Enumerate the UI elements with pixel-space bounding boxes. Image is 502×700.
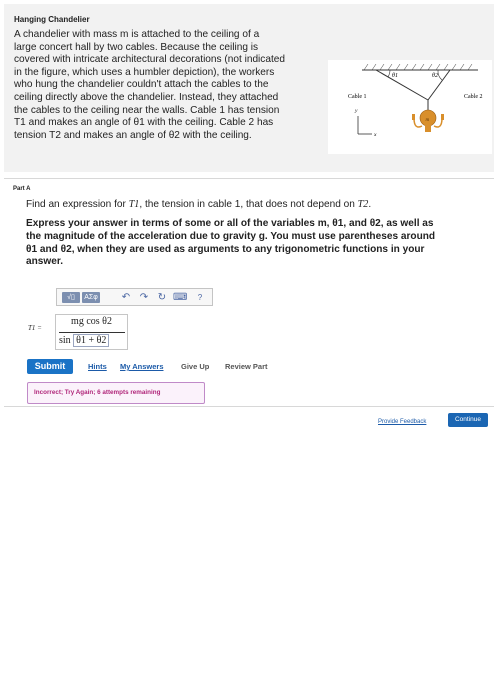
question-text bbox=[26, 199, 488, 212]
problem-line: in the figure, which uses a humbler depiction), the workers bbox=[14, 66, 275, 78]
cable-1-label: Cable 1 bbox=[348, 94, 367, 100]
answer-input[interactable] bbox=[55, 314, 128, 350]
keyboard-icon[interactable]: ⌨ bbox=[173, 292, 188, 303]
problem-text bbox=[14, 29, 324, 142]
question-end: . bbox=[368, 199, 372, 210]
x-axis-label: x bbox=[374, 132, 377, 138]
theta1-label: θ1 bbox=[392, 73, 398, 79]
answer-instructions bbox=[26, 218, 488, 269]
formula-denominator bbox=[59, 334, 125, 347]
answer-label bbox=[28, 324, 42, 332]
question-var2: T2 bbox=[357, 199, 369, 210]
chandelier-icon bbox=[412, 110, 444, 132]
problem-line: A chandelier with mass m is attached to the ceiling of a bbox=[14, 29, 260, 40]
problem-line: large concert hall by two cables. Because the ceiling is bbox=[14, 41, 259, 53]
instruction-line: Express your answer in terms of some or all of the variables m, θ1, and θ2, as well as bbox=[26, 218, 434, 229]
review-part-link[interactable]: Review Part bbox=[225, 362, 268, 371]
templates-button[interactable]: √▯ bbox=[62, 292, 80, 303]
cable-2-label: Cable 2 bbox=[464, 94, 483, 100]
continue-button[interactable]: Continue bbox=[448, 413, 488, 427]
submit-button[interactable]: Submit bbox=[27, 359, 73, 374]
divider bbox=[4, 178, 494, 179]
hints-link[interactable]: Hints bbox=[88, 362, 107, 371]
chandelier-mass-label: m bbox=[425, 118, 430, 123]
problem-line: tension T2 and makes an angle of θ2 with the ceiling. bbox=[14, 129, 252, 141]
problem-line: T1 and makes an angle of θ1 with the ceiling. Cable 2 has bbox=[14, 117, 274, 129]
problem-line: the cables to the ceiling near the walls. Cable 1 has tension bbox=[14, 104, 280, 116]
question-mid: , the tension in cable 1, that does not depend on bbox=[139, 199, 358, 210]
instruction-line: θ1 and θ2, when they are used as arguments to any trigonometric functions in your bbox=[26, 243, 425, 255]
denominator-function: sin bbox=[59, 335, 71, 346]
give-up-link[interactable]: Give Up bbox=[181, 362, 210, 371]
answer-label-text: T1 = bbox=[28, 324, 42, 332]
reset-icon[interactable]: ↻ bbox=[157, 292, 167, 303]
feedback-text: Incorrect; Try Again; 6 attempts remaining bbox=[34, 389, 161, 396]
divider bbox=[4, 406, 494, 407]
instruction-line: the magnitude of the acceleration due to gravity g. You must use parentheses around bbox=[26, 230, 436, 242]
theta2-label: θ2 bbox=[432, 73, 438, 79]
redo-icon[interactable]: ↷ bbox=[139, 292, 149, 303]
part-label: Part A bbox=[13, 186, 31, 192]
instruction-line: answer. bbox=[26, 256, 64, 268]
question-pre: Find an expression for bbox=[26, 199, 129, 210]
undo-icon[interactable]: ↶ bbox=[121, 292, 131, 303]
cable-1-line bbox=[376, 70, 428, 100]
theta1-arc bbox=[388, 70, 390, 77]
theta2-arc bbox=[438, 70, 442, 80]
question-var1: T1 bbox=[128, 199, 140, 210]
ceiling-hatch bbox=[364, 64, 472, 70]
my-answers-link[interactable]: My Answers bbox=[120, 362, 164, 371]
feedback-message bbox=[27, 382, 205, 404]
y-axis-label: y bbox=[355, 108, 358, 114]
problem-line: ceiling directly above the chandelier. Instead, they attached bbox=[14, 91, 279, 103]
problem-line: covered with intricate architectural decorations (not indicated bbox=[14, 54, 285, 66]
problem-title: Hanging Chandelier bbox=[14, 15, 90, 24]
denominator-args: θ1 + θ2 bbox=[73, 334, 109, 347]
provide-feedback-link[interactable]: Provide Feedback bbox=[378, 419, 427, 425]
problem-line: who hung the chandelier couldn't attach the cables to the bbox=[14, 79, 269, 91]
chandelier-figure bbox=[328, 60, 492, 154]
chandelier-diagram bbox=[328, 60, 492, 154]
formula-numerator: mg cos θ2 bbox=[71, 316, 112, 327]
help-button[interactable]: ? bbox=[197, 293, 203, 302]
problem-panel bbox=[4, 4, 494, 172]
math-toolbar bbox=[56, 288, 213, 306]
fraction-bar bbox=[59, 332, 125, 333]
greek-symbols-button[interactable]: ΑΣφ bbox=[82, 292, 100, 303]
